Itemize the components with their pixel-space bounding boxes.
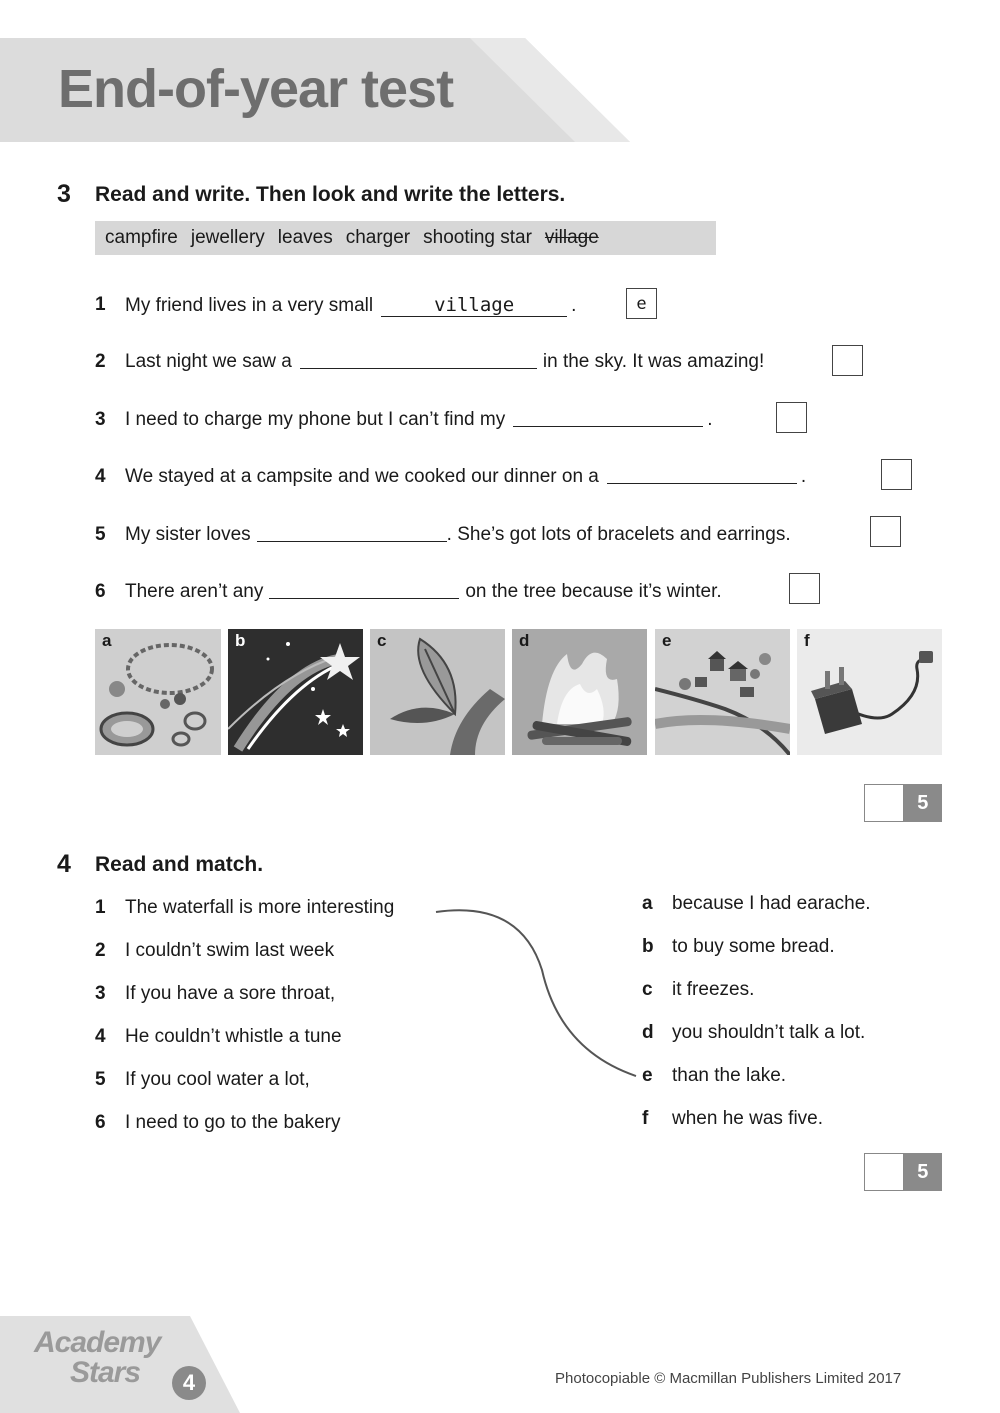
letter-answer-box[interactable]: e (626, 288, 657, 319)
match-number: 4 (95, 1026, 106, 1047)
question-text: in the sky. It was amazing! (542, 351, 765, 372)
letter-answer-box[interactable] (776, 402, 807, 433)
word-bank-item: leaves (277, 227, 333, 248)
picture-letter: e (662, 631, 672, 650)
picture-a (95, 629, 221, 755)
section-3-number: 3 (57, 180, 71, 208)
match-right-item: than the lake. (672, 1065, 787, 1086)
picture-letter: d (519, 631, 530, 650)
question-1 (125, 294, 576, 317)
jewellery-icon (95, 629, 221, 755)
letter-answer-box[interactable] (870, 516, 901, 547)
question-text: We stayed at a campsite and we cooked our dinner on a (125, 466, 599, 487)
match-right-item: because I had earache. (672, 893, 871, 914)
picture-d (512, 629, 647, 755)
picture-c (370, 629, 505, 755)
match-right-item: you shouldn’t talk a lot. (672, 1022, 866, 1043)
match-letter: f (642, 1108, 649, 1129)
match-number: 6 (95, 1112, 106, 1133)
match-left-item: I need to go to the bakery (125, 1112, 341, 1133)
question-text: My friend lives in a very small (125, 295, 374, 316)
match-letter: b (642, 936, 654, 957)
question-6 (125, 581, 722, 603)
answer-input[interactable] (607, 482, 797, 484)
letter-answer-box[interactable] (789, 573, 820, 604)
example-match-line (430, 900, 650, 1085)
copyright-notice: Photocopiable © Macmillan Publishers Limited 2017 (555, 1370, 902, 1387)
word-bank (95, 221, 716, 255)
word-bank-item: campfire (105, 227, 178, 248)
question-text: on the tree because it’s winter. (465, 581, 722, 602)
match-number: 1 (95, 897, 106, 918)
match-letter: a (642, 893, 653, 914)
question-5 (125, 524, 791, 546)
question-number: 2 (95, 351, 106, 372)
match-left-item: He couldn’t whistle a tune (125, 1026, 342, 1047)
shooting-star-icon (228, 629, 363, 755)
word-bank-item-used: village (544, 227, 599, 248)
question-text: My sister loves (125, 524, 251, 545)
match-left-item: I couldn’t swim last week (125, 940, 335, 961)
picture-letter: a (102, 631, 112, 650)
campfire-icon (512, 629, 647, 755)
picture-b (228, 629, 363, 755)
match-letter: e (642, 1065, 653, 1086)
answer-input[interactable] (513, 425, 703, 427)
question-text: . (571, 295, 577, 316)
match-right-item: to buy some bread. (672, 936, 835, 957)
picture-letter: c (377, 631, 387, 650)
word-bank-item: charger (345, 227, 411, 248)
section-4-number: 4 (57, 850, 71, 878)
word-bank-item: jewellery (190, 227, 265, 248)
question-text: Last night we saw a (125, 351, 292, 372)
question-3 (125, 409, 713, 431)
match-right-item: it freezes. (672, 979, 755, 1000)
match-left-item: If you cool water a lot, (125, 1069, 310, 1090)
answer-input[interactable] (300, 367, 537, 369)
picture-letter: b (235, 631, 246, 650)
section-4-title: Read and match. (95, 853, 264, 876)
logo-line-2: Stars (70, 1356, 141, 1389)
picture-f (797, 629, 942, 755)
letter-answer-box[interactable] (832, 345, 863, 376)
match-number: 5 (95, 1069, 106, 1090)
match-right-item: when he was five. (672, 1108, 824, 1129)
question-4 (125, 466, 806, 488)
page-title: End-of-year test (58, 59, 454, 119)
answer-input[interactable]: village (381, 294, 567, 317)
question-text: . (707, 409, 713, 430)
word-bank-item: shooting star (423, 227, 532, 248)
question-number: 6 (95, 581, 106, 602)
question-number: 4 (95, 466, 106, 487)
leaves-icon (370, 629, 505, 755)
village-icon (655, 629, 790, 755)
logo-line-1: Academy (34, 1326, 161, 1359)
match-left-item: The waterfall is more interesting (125, 897, 395, 918)
question-number: 1 (95, 294, 106, 315)
answer-input[interactable] (257, 540, 447, 542)
match-letter: c (642, 979, 653, 1000)
picture-letter: f (804, 631, 810, 650)
charger-icon (797, 629, 942, 755)
match-number: 2 (95, 940, 106, 961)
score-input[interactable] (864, 784, 904, 822)
answer-input[interactable] (269, 597, 459, 599)
picture-e (655, 629, 790, 755)
question-text: . (800, 466, 807, 487)
section-3-title: Read and write. Then look and write the letters. (95, 183, 566, 206)
score-total: 5 (904, 1153, 943, 1191)
match-number: 3 (95, 983, 106, 1004)
score-box (864, 1153, 942, 1191)
match-letter: d (642, 1022, 654, 1043)
score-input[interactable] (864, 1153, 904, 1191)
logo-level-badge: 4 (172, 1366, 206, 1400)
letter-answer-box[interactable] (881, 459, 912, 490)
question-number: 3 (95, 409, 106, 430)
match-left-item: If you have a sore throat, (125, 983, 336, 1004)
question-text: . She’s got lots of bracelets and earrings. (446, 524, 791, 545)
question-text: There aren’t any (125, 581, 264, 602)
question-number: 5 (95, 524, 106, 545)
question-text: I need to charge my phone but I can’t find my (125, 409, 506, 430)
question-2 (125, 351, 764, 373)
score-box (864, 784, 942, 822)
score-total: 5 (904, 784, 943, 822)
